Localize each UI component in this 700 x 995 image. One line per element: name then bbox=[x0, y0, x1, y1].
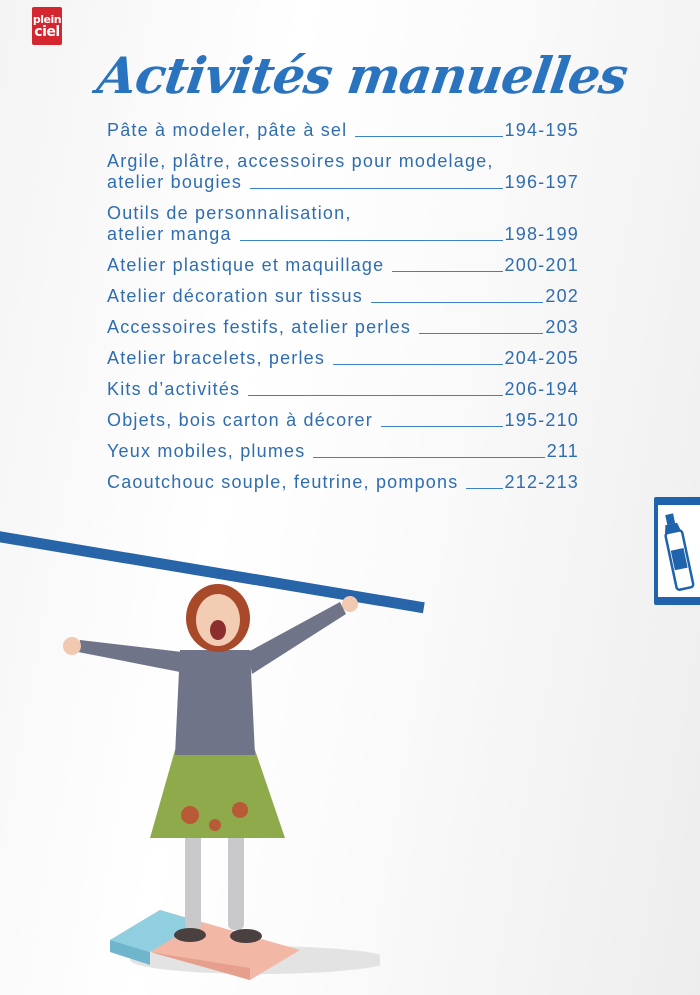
toc-label: Atelier décoration sur tissus bbox=[107, 286, 363, 306]
toc-entry[interactable] bbox=[107, 472, 579, 493]
toc-leader bbox=[355, 136, 502, 137]
toc-label: Pâte à modeler, pâte à sel bbox=[107, 120, 348, 140]
section-tab[interactable] bbox=[654, 497, 700, 605]
toc-label: Accessoires festifs, atelier perles bbox=[107, 317, 412, 337]
toc-entry[interactable] bbox=[107, 348, 579, 369]
brand-line1: plein bbox=[32, 12, 62, 26]
toc-pages: 202 bbox=[545, 286, 579, 306]
toc-leader bbox=[419, 333, 543, 334]
toc-label-line1: Argile, plâtre, accessoires pour modelage, bbox=[107, 151, 494, 171]
toc-leader bbox=[466, 488, 502, 489]
toc-leader bbox=[333, 364, 502, 365]
brand-logo[interactable] bbox=[32, 7, 62, 45]
toc-pages: 204-205 bbox=[504, 348, 579, 368]
toc-entry[interactable] bbox=[107, 441, 579, 462]
toc-entry[interactable] bbox=[107, 317, 579, 338]
toc-pages: 212-213 bbox=[504, 472, 579, 492]
brand-line2: ciel bbox=[34, 23, 60, 40]
toc-pages: 196-197 bbox=[504, 172, 579, 192]
toc-pages: 200-201 bbox=[504, 255, 579, 275]
toc-label: atelier bougies bbox=[107, 172, 243, 192]
glue-bottle-icon bbox=[658, 505, 700, 597]
toc-pages: 194-195 bbox=[504, 120, 579, 140]
toc-leader bbox=[313, 457, 544, 458]
toc-leader bbox=[240, 240, 503, 241]
toc-entry[interactable] bbox=[107, 410, 579, 431]
toc-label-line1: Outils de personnalisation, bbox=[107, 203, 352, 223]
toc-leader bbox=[381, 426, 503, 427]
page-title: Activités manuelles bbox=[93, 46, 631, 105]
toc-pages: 206-194 bbox=[504, 379, 579, 399]
toc-label: Caoutchouc souple, feutrine, pompons bbox=[107, 472, 459, 492]
toc-label: atelier manga bbox=[107, 224, 232, 244]
toc-label: Atelier bracelets, perles bbox=[107, 348, 326, 368]
toc-pages: 195-210 bbox=[504, 410, 579, 430]
child-on-eraser-illustration bbox=[50, 580, 380, 980]
toc-leader bbox=[248, 395, 502, 396]
toc-pages: 211 bbox=[546, 441, 579, 461]
toc-entry[interactable] bbox=[107, 255, 579, 276]
tab-panel bbox=[658, 505, 700, 597]
toc-label: Objets, bois carton à décorer bbox=[107, 410, 373, 430]
toc-leader bbox=[371, 302, 543, 303]
toc-entry[interactable] bbox=[107, 286, 579, 307]
toc-entry[interactable] bbox=[107, 203, 579, 245]
toc-pages: 203 bbox=[545, 317, 579, 337]
toc-entry[interactable] bbox=[107, 379, 579, 400]
toc-label: Yeux mobiles, plumes bbox=[107, 441, 306, 461]
toc-entry[interactable] bbox=[107, 151, 579, 193]
toc-entry[interactable] bbox=[107, 120, 579, 141]
toc-label: Kits d’activités bbox=[107, 379, 241, 399]
toc-pages: 198-199 bbox=[504, 224, 579, 244]
table-of-contents bbox=[107, 120, 579, 503]
toc-leader bbox=[250, 188, 502, 189]
toc-leader bbox=[392, 271, 502, 272]
toc-label: Atelier plastique et maquillage bbox=[107, 255, 385, 275]
